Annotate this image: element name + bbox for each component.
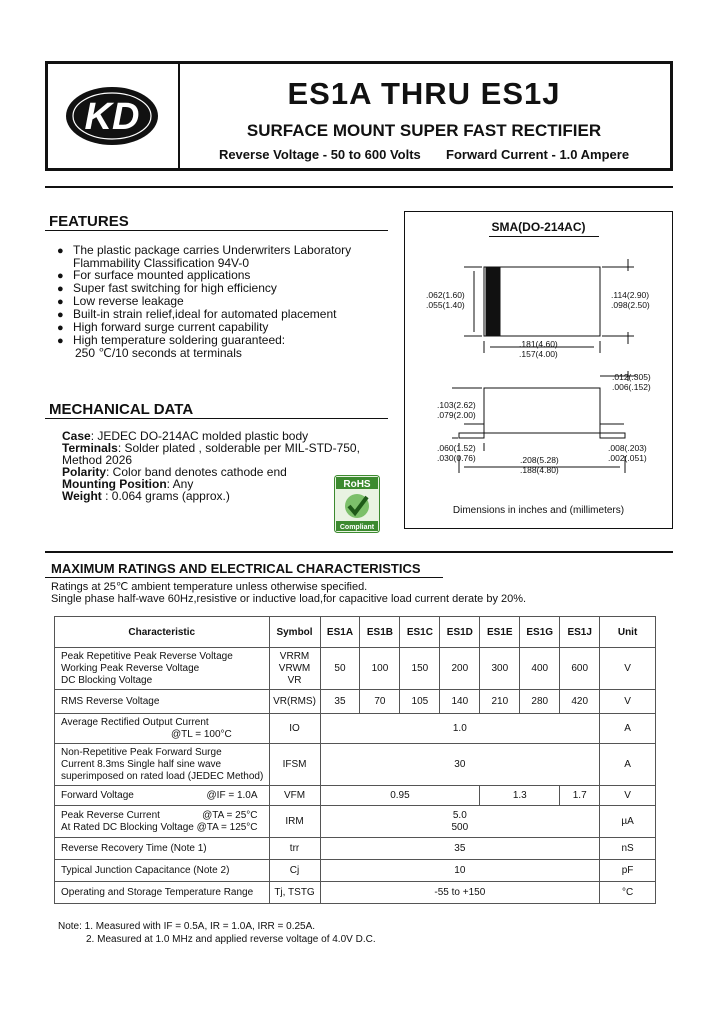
header-divider <box>45 186 673 188</box>
table-row: Forward Voltage @IF = 1.0A VFM 0.95 1.3 1.7 V <box>55 786 656 806</box>
page-subtitle: SURFACE MOUNT SUPER FAST RECTIFIER <box>246 121 602 140</box>
ratings-title: MAXIMUM RATINGS AND ELECTRICAL CHARACTERISTICS <box>51 561 421 576</box>
table-row: Operating and Storage Temperature Range Tj, TSTG -55 to +150 °C <box>55 882 656 904</box>
features-rule <box>45 230 388 231</box>
dim-body-height: .062(1.60) .055(1.40) <box>426 290 465 310</box>
case-line: Case: JEDEC DO-214AC molded plastic body <box>62 429 309 443</box>
polarity-line: Polarity: Color band denotes cathode end <box>62 465 287 479</box>
list-item: ● Low reverse leakage <box>57 294 184 308</box>
ratings-table <box>54 616 656 904</box>
table-row: Peak Repetitive Peak Reverse Voltage Working Peak Reverse Voltage DC Blocking Voltage VRRM VRWM VR 50 100 150 200 300 400 600 V <box>55 648 656 690</box>
list-item: ● The plastic package carries Underwriters Laboratory <box>57 243 352 257</box>
table-row: Typical Junction Capacitance (Note 2) Cj 10 pF <box>55 860 656 882</box>
dim-side-height: .103(2.62) .079(2.00) <box>437 400 476 420</box>
package-caption: Dimensions in inches and (millimeters) <box>452 505 625 516</box>
table-row: Reverse Recovery Time (Note 1) trr 35 nS <box>55 838 656 860</box>
terminals-line: Terminals: Solder plated , solderable per MIL-STD-750, <box>62 441 360 455</box>
dim-body-width: .114(2.90) .098(2.50) <box>611 290 650 310</box>
rating-summary: Reverse Voltage - 50 to 600 Volts Forward Current - 1.0 Ampere <box>218 147 630 162</box>
table-row: Non-Repetitive Peak Forward Surge Current 8.3ms Single half sine wave superimposed on rated load (JEDEC Method) IFSM 30 A <box>55 744 656 786</box>
dim-body-length: .181(4.60) .157(4.00) <box>519 339 558 359</box>
mechanical-title: MECHANICAL DATA <box>49 401 194 418</box>
rohs-bottom: Compliant <box>339 524 375 531</box>
page-title: ES1A THRU ES1J <box>287 76 561 111</box>
weight-line: Weight : 0.064 grams (approx.) <box>62 489 230 503</box>
package-drawing <box>404 211 673 529</box>
list-item: ● High temperature soldering guaranteed: <box>57 333 286 347</box>
list-item: ● Super fast switching for high efficiency <box>57 281 277 295</box>
terminals-line-2: Method 2026 <box>62 453 133 467</box>
dim-standoff: .008(.203) .002(.051) <box>608 443 647 463</box>
datasheet-header <box>45 61 673 171</box>
features-list <box>57 244 351 359</box>
dim-overall-length: .208(5.28) .188(4.80) <box>520 455 559 475</box>
rohs-top: RoHS <box>343 479 371 490</box>
table-row: RMS Reverse Voltage VR(RMS) 35 70 105 140 210 280 420 V <box>55 690 656 714</box>
ratings-title-rule <box>45 577 443 578</box>
dim-lead-length: .060(1.52) .030(0.76) <box>437 443 476 463</box>
list-item: ● High forward surge current capability <box>57 320 269 334</box>
mounting-line: Mounting Position: Any <box>62 477 194 491</box>
ratings-top-rule <box>45 551 673 553</box>
mechanical-data <box>62 430 360 502</box>
dim-lead-thickness: .012(.305) .006(.152) <box>612 372 651 392</box>
rohs-badge-icon <box>334 475 380 533</box>
list-item: ● For surface mounted applications <box>57 268 251 282</box>
ratings-notes: Ratings at 25℃ ambient temperature unless otherwise specified. Single phase half-wave 60Hz,resistive or inductive load,for capacitive load current derate by 20%. <box>51 581 527 605</box>
list-item: Flammability Classification 94V-0 <box>73 256 250 270</box>
table-row: Peak Reverse Current @TA = 25°C At Rated DC Blocking Voltage @TA = 125°C IRM 5.0 500 µA <box>55 806 656 838</box>
list-item: 250 ℃/10 seconds at terminals <box>75 346 242 360</box>
table-row: Average Rectified Output Current @TL = 100°C IO 1.0 A <box>55 714 656 744</box>
kd-logo <box>48 64 178 168</box>
list-item: ● Built-in strain relief,ideal for automated placement <box>57 307 337 321</box>
table-header-row: Characteristic Symbol ES1A ES1B ES1C ES1D ES1E ES1G ES1J Unit <box>55 617 656 648</box>
package-title: SMA(DO-214AC) <box>491 220 586 234</box>
logo-text: KD <box>84 96 140 138</box>
table-notes: Note: 1. Measured with IF = 0.5A, IR = 1.0A, IRR = 0.25A. 2. Measured at 1.0 MHz and applied reverse voltage of 4.0V D.C. <box>58 921 376 945</box>
features-title: FEATURES <box>49 213 129 230</box>
mechanical-rule <box>45 418 388 419</box>
logo-cell <box>48 64 180 168</box>
